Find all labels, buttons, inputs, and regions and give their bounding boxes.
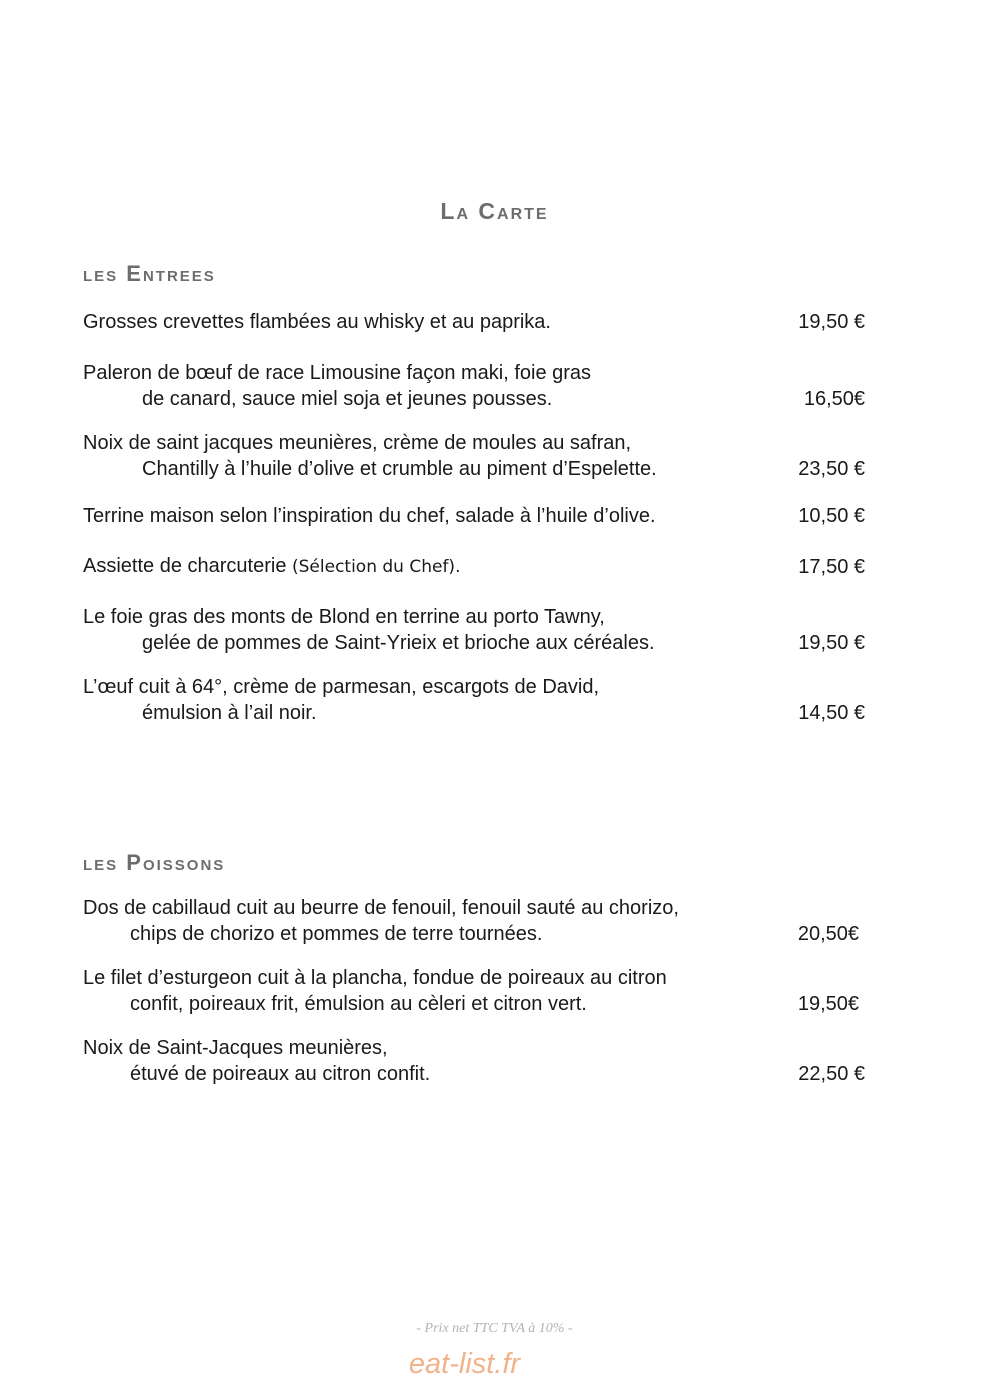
dish-price: 23,50 €	[798, 458, 865, 480]
dish-description: Le filet d’esturgeon cuit à la plancha, fondue de poireaux au citron	[83, 967, 667, 989]
page-title: La Carte	[440, 198, 549, 224]
section-title-poissons: les Poissons	[83, 850, 226, 875]
section-title-entrees: les Entrees	[83, 261, 216, 286]
menu-item	[83, 1035, 873, 1087]
menu-item	[83, 503, 873, 529]
dish-price: 19,50 €	[798, 632, 865, 654]
price-footnote: - Prix net TTC TVA à 10% -	[416, 1321, 573, 1336]
dish-description: Dos de cabillaud cuit au beurre de fenouil, fenouil sauté au chorizo,	[83, 897, 679, 919]
watermark-logo: eat-list.fr	[408, 1348, 521, 1380]
dish-price: 20,50€	[797, 923, 859, 945]
dish-description-cont: gelée de pommes de Saint-Yrieix et brioche aux céréales.	[142, 632, 655, 654]
dish-description: Terrine maison selon l’inspiration du chef, salade à l’huile d’olive.	[83, 505, 656, 527]
menu-item	[83, 309, 873, 335]
dish-description-cont: de canard, sauce miel soja et jeunes pousses.	[142, 388, 553, 410]
dish-description: Noix de Saint-Jacques meunières,	[83, 1037, 388, 1059]
dish-price: 19,50 €	[798, 311, 865, 333]
dish-description-cont: confit, poireaux frit, émulsion au cèleri et citron vert.	[130, 993, 587, 1015]
dish-price: 22,50 €	[798, 1063, 865, 1085]
dish-description: Noix de saint jacques meunières, crème de moules au safran,	[83, 432, 632, 454]
menu-item	[83, 360, 873, 412]
dish-price: 17,50 €	[798, 556, 865, 578]
dish-description-cont: émulsion à l’ail noir.	[142, 702, 317, 724]
menu-item	[83, 674, 873, 726]
dish-price: 19,50€	[797, 993, 859, 1015]
dish-price: 14,50 €	[798, 702, 865, 724]
dish-description	[83, 553, 873, 580]
menu-item	[83, 965, 873, 1017]
dish-description: L’œuf cuit à 64°, crème de parmesan, escargots de David,	[83, 676, 600, 698]
dish-note: (Sélection du Chef).	[292, 557, 461, 577]
dish-description: Grosses crevettes flambées au whisky et au paprika.	[83, 311, 551, 333]
dish-description-cont: étuvé de poireaux au citron confit.	[130, 1063, 431, 1085]
dish-price: 16,50€	[803, 388, 865, 410]
menu-item	[83, 553, 873, 580]
dish-description: Paleron de bœuf de race Limousine façon maki, foie gras	[83, 362, 592, 384]
dish-price: 10,50 €	[798, 505, 865, 527]
menu-item	[83, 430, 873, 482]
dish-name: Assiette de charcuterie	[83, 555, 292, 577]
dish-description-cont: Chantilly à l’huile d’olive et crumble au piment d’Espelette.	[142, 458, 657, 480]
menu-item	[83, 895, 873, 947]
dish-description: Le foie gras des monts de Blond en terrine au porto Tawny,	[83, 606, 605, 628]
dish-description-cont: chips de chorizo et pommes de terre tournées.	[130, 923, 543, 945]
menu-item	[83, 604, 873, 656]
